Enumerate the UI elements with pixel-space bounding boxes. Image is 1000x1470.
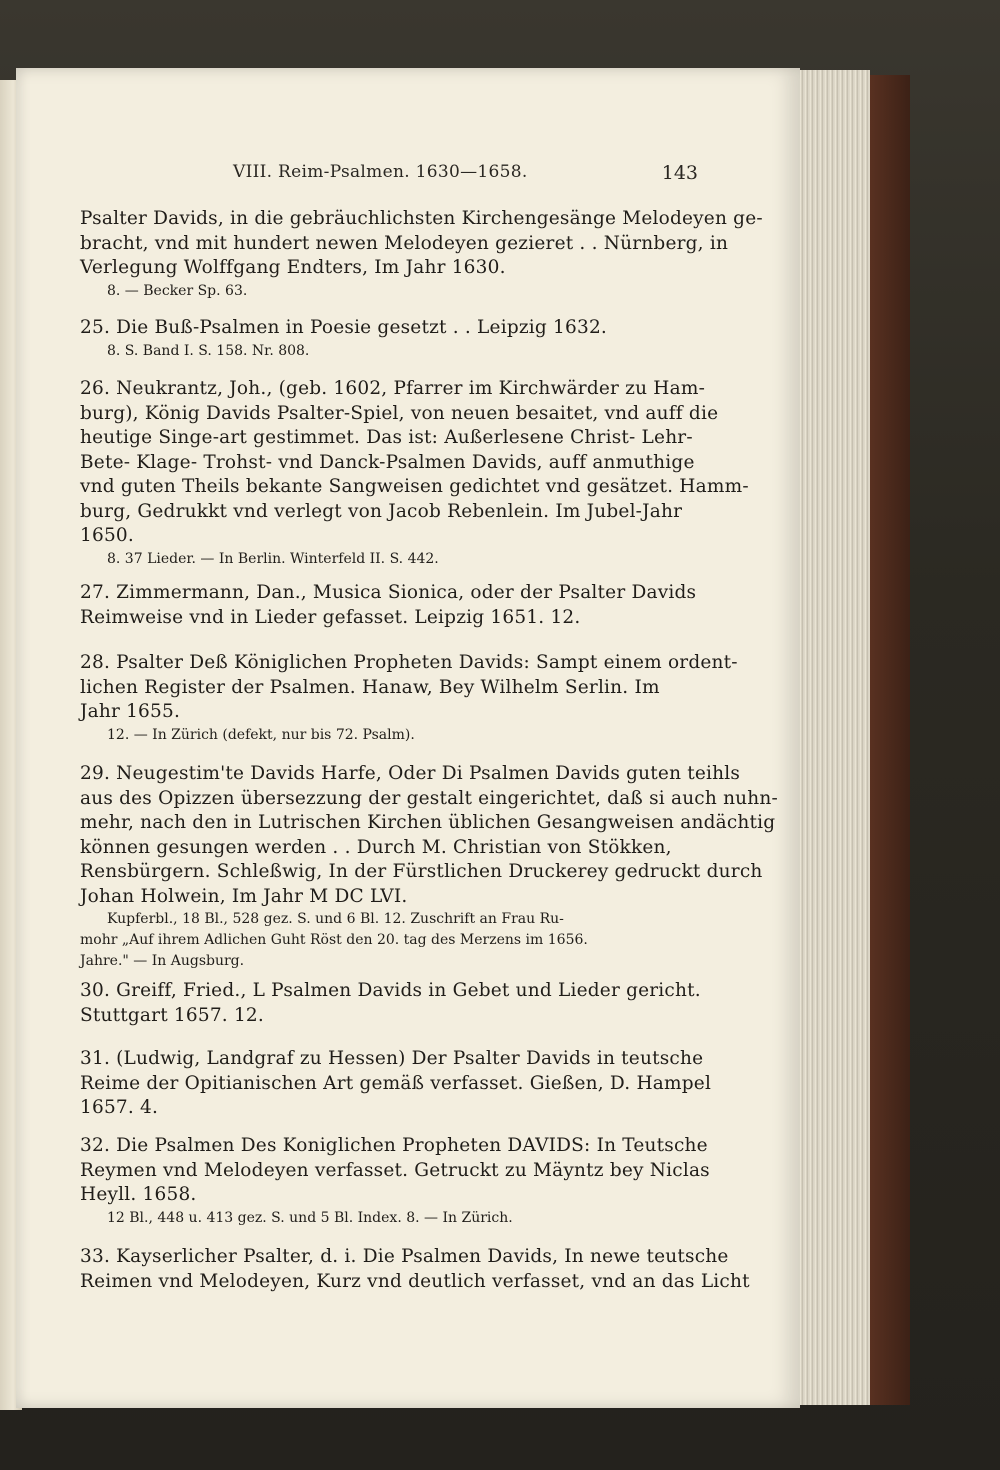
entry-note: 12 Bl., 448 u. 413 gez. S. und 5 Bl. Index. 8. — In Zürich. <box>107 1209 513 1226</box>
text-line: lichen Register der Psalmen. Hanaw, Bey Wilhelm Serlin. Im <box>80 676 660 698</box>
text-line: burg, Gedrukkt vnd verlegt von Jacob Rebenlein. Im Jubel-Jahr <box>80 500 683 522</box>
entry-33 <box>80 1245 750 1294</box>
page-number: 143 <box>661 162 698 184</box>
text-line: Jahr 1655. <box>80 701 181 722</box>
entry-28 <box>80 651 738 746</box>
entry-27 <box>80 581 696 630</box>
text-line: 1650. <box>80 525 134 546</box>
text-line: aus des Opizzen übersezzung der gestalt eingerichtet, daß si auch nuhn- <box>80 787 778 809</box>
text-line: 28. Psalter Deß Königlichen Propheten Davids: Sampt einem ordent- <box>80 652 738 673</box>
text-line: 29. Neugestim'te Davids Harfe, Oder Di Psalmen Davids guten teihls <box>80 763 741 784</box>
entry-note: 12. — In Zürich (defekt, nur bis 72. Psalm). <box>107 726 415 743</box>
text-line: Heyll. 1658. <box>80 1184 197 1205</box>
entry-25 <box>80 316 607 362</box>
text-line: 25. Die Buß-Psalmen in Poesie gesetzt . . Leipzig 1632. <box>80 317 608 338</box>
text-line: Psalter Davids, in die gebräuchlichsten Kirchengesänge Melodeyen ge- <box>80 208 763 229</box>
text-line: 33. Kayserlicher Psalter, d. i. Die Psalmen Davids, In newe teutsche <box>80 1246 729 1267</box>
text-line: mehr, nach den in Lutrischen Kirchen üblichen Gesangweisen andächtig <box>80 812 776 833</box>
text-line: 30. Greiff, Fried., L Psalmen Davids in Gebet und Lieder gericht. <box>80 980 701 1001</box>
text-line: Rensbürgern. Schleßwig, In der Fürstlichen Druckerey gedruckt durch <box>80 861 763 882</box>
text-line: vnd guten Theils bekante Sangweisen gedichtet vnd gesätzet. Hamm- <box>80 476 749 497</box>
text-line: Reymen vnd Melodeyen verfasset. Getruckt zu Mäyntz bey Niclas <box>80 1159 710 1181</box>
entry-note: 8. S. Band I. S. 158. Nr. 808. <box>107 342 310 359</box>
text-line: 27. Zimmermann, Dan., Musica Sionica, oder der Psalter Davids <box>80 582 697 603</box>
entry-30 <box>80 979 701 1028</box>
entry-note: Jahre." — In Augsburg. <box>80 953 245 969</box>
text-line: heutige Singe-art gestimmet. Das ist: Außerlesene Christ- Lehr- <box>80 427 693 448</box>
entry-note: 8. — Becker Sp. 63. <box>107 282 248 299</box>
entry-note: 8. 37 Lieder. — In Berlin. Winterfeld II. S. 442. <box>107 550 439 567</box>
text-line: burg), König Davids Psalter-Spiel, von neuen besaitet, vnd auff die <box>80 402 719 424</box>
text-line: Stuttgart 1657. 12. <box>80 1004 264 1026</box>
text-line: Johan Holwein, Im Jahr M DC LVI. <box>80 885 408 907</box>
entry-note: Kupferbl., 18 Bl., 528 gez. S. und 6 Bl. 12. Zuschrift an Frau Ru- <box>107 911 564 927</box>
text-line: Reimweise vnd in Lieder gefasset. Leipzig 1651. 12. <box>80 606 581 628</box>
text-line: können gesungen werden . . Durch M. Christian von Stökken, <box>80 836 672 858</box>
text-line: 1657. 4. <box>80 1097 159 1118</box>
entry-26 <box>80 377 749 570</box>
text-line: 32. Die Psalmen Des Koniglichen Propheten DAVIDS: In Teutsche <box>80 1135 708 1156</box>
entry-32 <box>80 1134 710 1229</box>
text-line: 26. Neukrantz, Joh., (geb. 1602, Pfarrer im Kirchwärder zu Ham- <box>80 378 706 399</box>
text-line: Reime der Opitianischen Art gemäß verfasset. Gießen, D. Hampel <box>80 1072 712 1094</box>
entry-24 <box>80 207 763 302</box>
entry-29 <box>80 762 778 972</box>
text-line: Reimen vnd Melodeyen, Kurz vnd deutlich verfasset, vnd an das Licht <box>80 1270 750 1292</box>
entry-note: mohr „Auf ihrem Adlichen Guht Röst den 20. tag des Merzens im 1656. <box>80 932 588 948</box>
entry-31 <box>80 1047 711 1121</box>
text-line: 31. (Ludwig, Landgraf zu Hessen) Der Psalter Davids in teutsche <box>80 1048 704 1069</box>
text-line: Verlegung Wolffgang Endters, Im Jahr 1630. <box>80 257 506 278</box>
text-line: Bete- Klage- Trohst- vnd Danck-Psalmen Davids, auff anmuthige <box>80 451 695 473</box>
text-line: bracht, vnd mit hundert newen Melodeyen gezieret . . Nürnberg, in <box>80 232 729 254</box>
running-head: VIII. Reim-Psalmen. 1630—1658. <box>233 162 528 182</box>
page-header <box>233 162 698 190</box>
